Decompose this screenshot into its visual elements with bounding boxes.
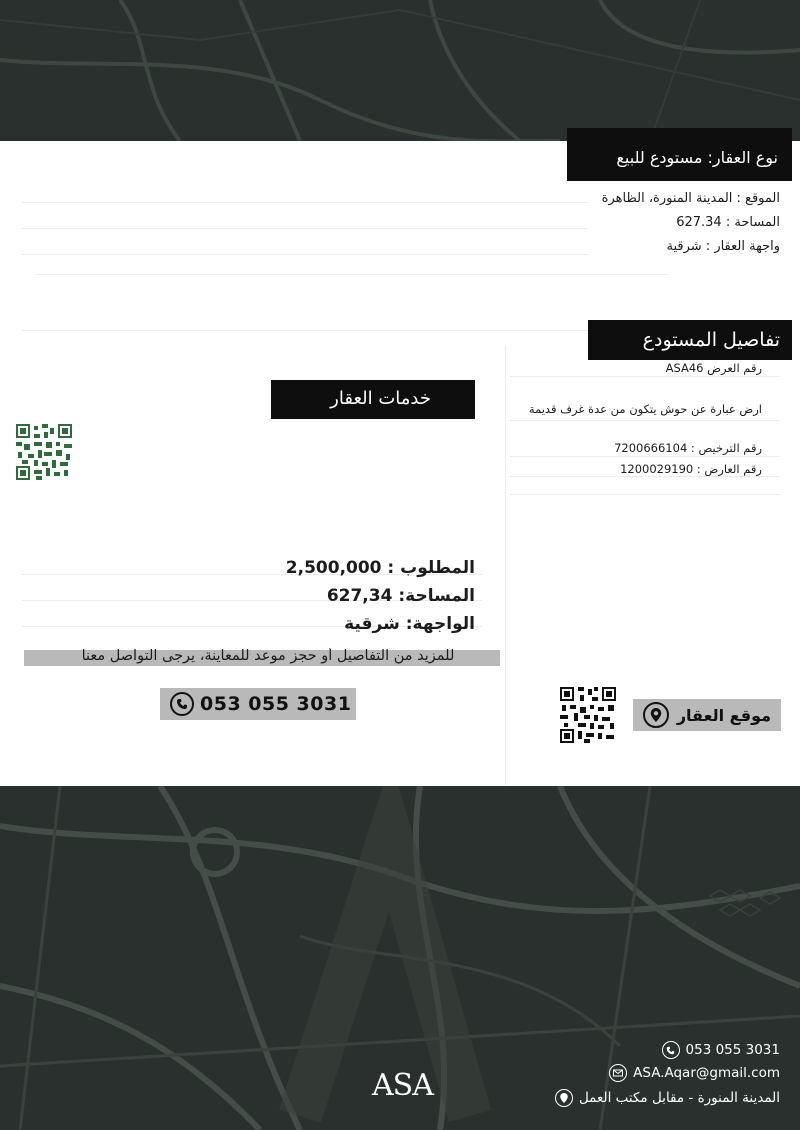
- qr-code[interactable]: [16, 424, 72, 480]
- location-label: موقع العقار: [676, 705, 771, 725]
- footer-address: [555, 1089, 780, 1107]
- property-location: الموقع : المدينة المنورة، الظاهرة: [601, 191, 780, 206]
- divider: [510, 376, 780, 377]
- footer-phone-text: 053 055 3031: [685, 1042, 780, 1058]
- footer-email-text: ASA.Aqar@gmail.com: [633, 1065, 780, 1081]
- map-pin-icon: [643, 702, 669, 728]
- phone-icon: [170, 692, 194, 716]
- email-icon: [609, 1064, 627, 1082]
- divider: [22, 254, 588, 255]
- divider: [510, 476, 780, 477]
- property-facade: واجهة العقار : شرقية: [666, 239, 780, 254]
- divider: [510, 456, 780, 457]
- property-location-button[interactable]: [633, 699, 781, 731]
- warehouse-details-title: تفاصيل المستودع: [588, 320, 792, 360]
- price-facade: الواجهة: شرقية: [344, 614, 475, 634]
- divider: [510, 420, 780, 421]
- footer-email[interactable]: [609, 1064, 780, 1082]
- price-area: المساحة: 627,34: [326, 586, 475, 606]
- property-area: المساحة : 627.34: [676, 215, 780, 230]
- divider: [22, 202, 588, 203]
- footer-address-text: المدينة المنورة - مقابل مكتب العمل: [578, 1090, 780, 1106]
- phone-number: 053 055 3031: [200, 693, 352, 715]
- advertiser-number: رقم العارض : 1200029190: [620, 462, 762, 476]
- license-number: رقم الترخيص : 7200666104: [614, 441, 762, 455]
- footer-phone[interactable]: [662, 1041, 780, 1059]
- location-qr-code[interactable]: [560, 687, 616, 743]
- phone-icon: [662, 1041, 680, 1059]
- column-divider: [505, 345, 506, 785]
- divider: [36, 274, 668, 275]
- map-pin-icon: [555, 1089, 573, 1107]
- property-type-title: نوع العقار: مستودع للبيع: [567, 128, 792, 181]
- divider: [510, 494, 780, 495]
- services-title: خدمات العقار: [271, 380, 475, 419]
- header-map-background: [0, 0, 800, 141]
- price-required: المطلوب : 2,500,000: [285, 558, 475, 578]
- divider: [22, 330, 588, 331]
- offer-number: رقم العرض ASA46: [665, 361, 762, 375]
- divider: [22, 228, 588, 229]
- contact-note: للمزيد من التفاصيل أو حجز موعد للمعاينة، يرجى التواصل معنا: [81, 648, 455, 664]
- asa-logo: ASA: [372, 1068, 433, 1103]
- property-description: ارض عبارة عن حوش يتكون من عدة غرف قديمة: [528, 402, 762, 416]
- map-roads-top: [0, 0, 800, 141]
- phone-button[interactable]: [160, 688, 356, 720]
